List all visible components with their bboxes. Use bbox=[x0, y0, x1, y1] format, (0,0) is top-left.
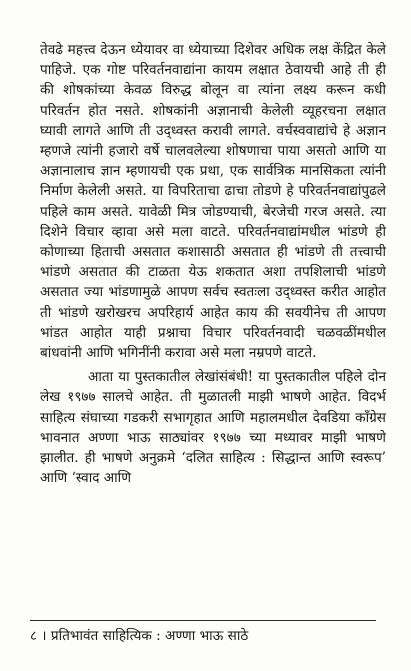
page-number: ८ bbox=[30, 628, 38, 644]
footer-rule bbox=[30, 620, 376, 621]
page-body bbox=[40, 40, 386, 488]
body-paragraph-1: तेवढे महत्त्व देऊन ध्येयावर वा ध्येयाच्या दिशेवर अधिक लक्ष केंद्रित केले पाहिजे. एक गोष्ट परिवर्तनवाद्यांना कायम लक्षात ठेवायची आहे ती ही की शोषकांच्या केवळ विरुद्ध बोलून वा त्यांना लक्ष्य करून कधी परिवर्तन होत नसते. शोषकांनी अज्ञानाची केलेली व्यूहरचना लक्षात घ्यावी लागते आणि ती उद्ध्वस्त करावी लागते. वर्चस्ववाद्यांचे हे अज्ञान म्हणजे त्यांनी हजारो वर्षे चालवलेल्या शोषणाचा पाया असतो आणि या अज्ञानालाच ज्ञान म्हणायची एक प्रथा, एक सार्वत्रिक मानसिकता त्यांनी निर्माण केलेली असते. या विपरिताचा ढाचा तोडणे हे परिवर्तनवाद्यांपुढले पहिले काम असते. यावेळी मित्र जोडण्याची, बेरजेची गरज असते. त्या दिशेने विचार व्हावा असे मला वाटते. परिवर्तनवाद्यांमधील भांडणे ही कोणाच्या हिताची असतात कशासाठी असतात ही भांडणे ती तत्त्वाची भांडणे असतात की टाळता येऊ शकतात अशा तपशिलाची भांडणे असतात ज्या भांडणामुळे आपण सर्वच स्वतःला उद्ध्वस्त करीत आहोत ती भांडणे खरोखरच अपरिहार्य आहेत काय की सवयीनेच ती आपण भांडत आहोत याही प्रश्नाचा विचार परिवर्तनवादी चळवळींमधील बांधवांनी आणि भगिनींनी करावा असे मला नम्रपणे वाटते. bbox=[40, 42, 386, 362]
running-title: प्रतिभावंत साहित्यिक : अण्णा भाऊ साठे bbox=[50, 628, 249, 644]
footer-separator: । bbox=[41, 628, 47, 644]
page-footer bbox=[30, 627, 376, 645]
body-paragraph-2: आता या पुस्तकातील लेखांसंबंधी! या पुस्तकातील पहिले दोन लेख १९७७ सालचे आहेत. ती मुळातली माझी भाषणे आहेत. विदर्भ साहित्य संघाच्या गडकरी सभागृहात आणि महालमधील देवडिया काँग्रेस भावनात अण्णा भाऊ साठ्यांवर १९७७ च्या मध्यावर माझी भाषणे झालीत. ही भाषणे अनुक्रमे ‘दलित साहित्य : सिद्धान्त आणि स्वरूप’ आणि ‘स्वाद आणि bbox=[40, 369, 386, 487]
